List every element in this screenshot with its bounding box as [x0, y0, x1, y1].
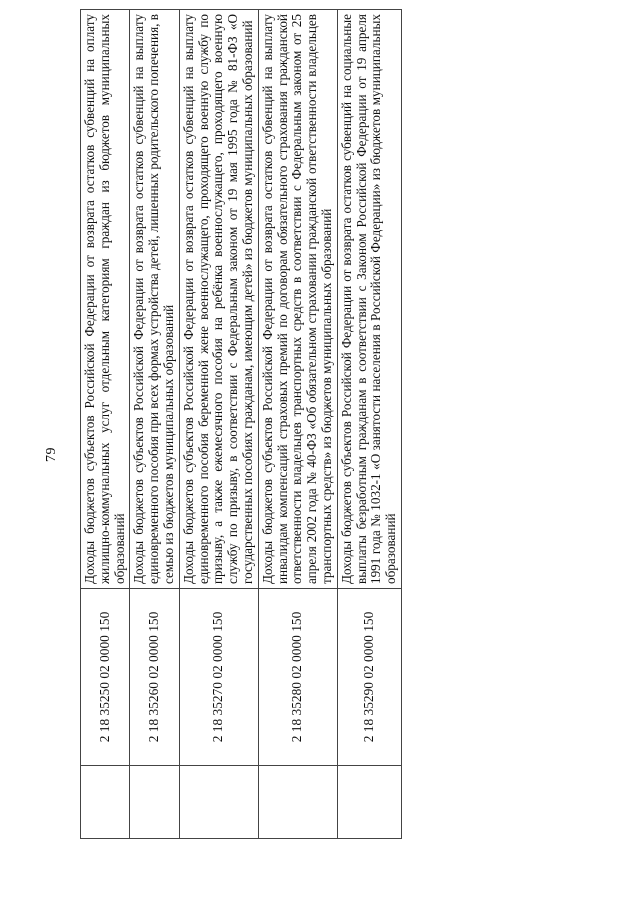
description-cell: Доходы бюджетов субъектов Российской Федерации от возврата остатков субвенций на социальные выплаты безработным гражданам в соответствии с Законом Российской Федерации от 19 апреля 1991 года № 1032-1 «О занятости населения в Российской Федерации» из бюджетов муниципальных образований: [337, 10, 401, 589]
table-row: [81, 10, 130, 839]
empty-cell: [337, 766, 401, 839]
budget-code-cell: 2 18 35260 02 0000 150: [130, 589, 179, 766]
description-cell: Доходы бюджетов субъектов Российской Федерации от возврата остатков субвенций на выплату единовременного пособия при всех формах устройства детей, лишенных родительского попечения, в семью из бюджетов муниципальных образований: [130, 10, 179, 589]
table-row: [258, 10, 337, 839]
budget-codes-table: [80, 9, 402, 839]
table-row: [337, 10, 401, 839]
empty-cell: [130, 766, 179, 839]
budget-code-cell: 2 18 35290 02 0000 150: [337, 589, 401, 766]
description-cell: Доходы бюджетов субъектов Российской Федерации от возврата остатков субвенций на выплату единовременного пособия беременной жене военнослужащего, проходящего военную службу по призыву, а также ежемесячного пособия на ребёнка военнослужащего, проходящего военную службу по призыву, в соответствии с Федеральным законом от 19 мая 1995 года № 81-ФЗ «О государственных пособиях гражданам, имеющим детей» из бюджетов муниципальных образований: [179, 10, 258, 589]
budget-code-cell: 2 18 35250 02 0000 150: [81, 589, 130, 766]
budget-code-cell: 2 18 35280 02 0000 150: [258, 589, 337, 766]
table-row: [179, 10, 258, 839]
description-cell: Доходы бюджетов субъектов Российской Федерации от возврата остатков субвенций на оплату жилищно-коммунальных услуг отдельным категориям граждан из бюджетов муниципальных образований: [81, 10, 130, 589]
empty-cell: [81, 766, 130, 839]
budget-code-cell: 2 18 35270 02 0000 150: [179, 589, 258, 766]
table-row: [130, 10, 179, 839]
empty-cell: [179, 766, 258, 839]
page-number: 79: [44, 447, 59, 462]
description-cell: Доходы бюджетов субъектов Российской Федерации от возврата остатков субвенций на выплату инвалидам компенсаций страховых премий по договорам обязательного страхования гражданской ответственности владельцев транспортных средств в соответствии с Федеральным законом от 25 апреля 2002 года № 40-ФЗ «Об обязательном страховании гражданской ответственности владельцев транспортных средств» из бюджетов муниципальных образований: [258, 10, 337, 589]
empty-cell: [258, 766, 337, 839]
